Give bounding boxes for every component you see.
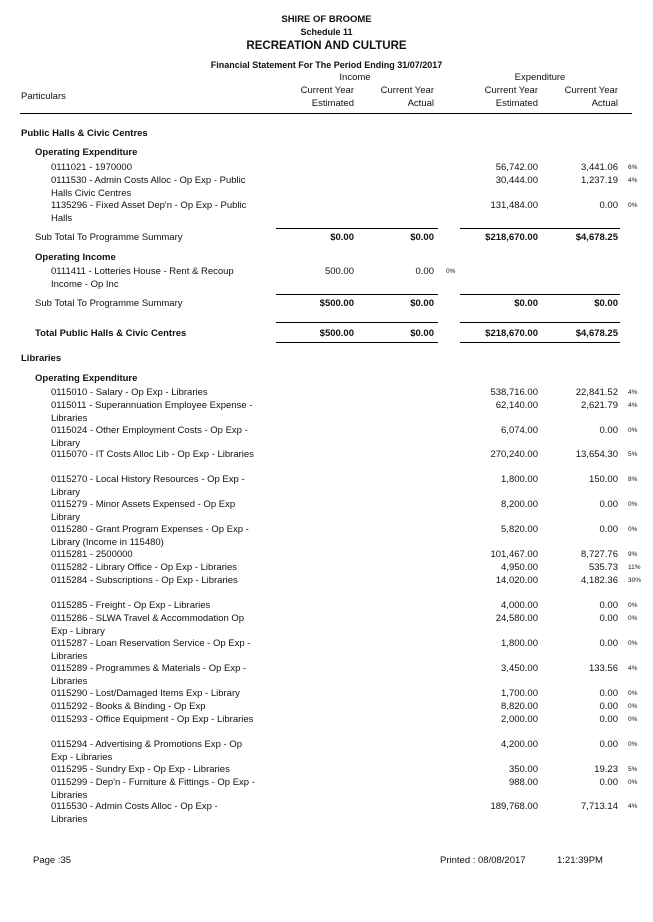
actual-value: 7,713.14 xyxy=(581,801,618,812)
subheading-op-inc: Operating Income xyxy=(35,252,116,263)
line-item-description: 0115024 - Other Employment Costs - Op Exp - Library xyxy=(51,425,248,449)
actual-value: 0.00 xyxy=(599,524,618,535)
percent-badge: 4% xyxy=(628,177,638,184)
estimated-value: 350.00 xyxy=(508,764,538,775)
percent-badge: 6% xyxy=(628,164,638,171)
percent-badge: 0% xyxy=(628,427,638,434)
estimated-value: 56,742.00 xyxy=(495,162,538,173)
estimated-value: 24,580.00 xyxy=(495,613,538,624)
subtotal-value: $0.00 xyxy=(330,232,354,243)
actual-value: 133.56 xyxy=(588,663,618,674)
line-item-description: 0115286 - SLWA Travel & Accommodation Op Exp - Library xyxy=(51,613,245,637)
actual-value: 0.00 xyxy=(599,739,618,750)
line-item-description: 0115279 - Minor Assets Expensed - Op Exp Library xyxy=(51,499,236,523)
estimated-value: 2,000.00 xyxy=(501,714,538,725)
percent-badge: 0% xyxy=(628,779,638,786)
percent-badge: 0% xyxy=(628,716,638,723)
percent-badge: 0% xyxy=(628,501,638,508)
estimated-value: 5,820.00 xyxy=(501,524,538,535)
actual-value: 0.00 xyxy=(599,499,618,510)
line-item-description: 1135296 - Fixed Asset Dep'n - Op Exp - Public Halls xyxy=(51,200,247,224)
subtotal-label: Sub Total To Programme Summary xyxy=(35,232,183,243)
line-item-description: 0115292 - Books & Binding - Op Exp xyxy=(51,701,206,712)
actual-value: 150.00 xyxy=(588,474,618,485)
percent-badge: 0% xyxy=(628,202,638,209)
actual-value: 8,727.76 xyxy=(581,549,618,560)
percent-badge: 0% xyxy=(628,741,638,748)
subheading-op-exp: Operating Expenditure xyxy=(35,147,138,158)
subtotal-label: Sub Total To Programme Summary xyxy=(35,298,183,309)
estimated-value: 500.00 xyxy=(324,266,354,277)
actual-value: 1,237.19 xyxy=(581,175,618,186)
report-subtitle: Financial Statement For The Period Ending 31/07/2017 xyxy=(210,60,443,70)
line-item-description: 0115281 - 2500000 xyxy=(51,549,133,560)
line-item-description: 0111530 - Admin Costs Alloc - Op Exp - Public Halls Civic Centres xyxy=(51,175,246,199)
line-item-description: 0115280 - Grant Program Expenses - Op Exp - Library (Income in 115480) xyxy=(51,524,249,548)
total-rule xyxy=(460,322,620,323)
estimated-value: 4,000.00 xyxy=(501,600,538,611)
line-item-description: 0111021 - 1970000 xyxy=(51,162,133,173)
line-item-description: 0115285 - Freight - Op Exp - Libraries xyxy=(51,600,211,611)
expenditure-header: Expenditure xyxy=(514,72,566,83)
total-label-halls: Total Public Halls & Civic Centres xyxy=(35,328,187,339)
actual-value: 0.00 xyxy=(599,600,618,611)
income-subtotal-rule xyxy=(276,294,438,295)
actual-value: 0.00 xyxy=(599,638,618,649)
line-item-description: 0115293 - Office Equipment - Op Exp - Libraries xyxy=(51,714,254,725)
estimated-value: 62,140.00 xyxy=(495,400,538,411)
line-item-description: 0115299 - Dep'n - Furniture & Fittings - Op Exp - Libraries xyxy=(51,777,255,801)
income-subtotal-rule xyxy=(276,228,438,229)
estimated-value: 1,800.00 xyxy=(501,638,538,649)
percent-badge: 5% xyxy=(628,766,638,773)
inc-est-header: Current Year Estimated xyxy=(300,85,354,109)
percent-badge: 4% xyxy=(628,389,638,396)
estimated-value: 8,200.00 xyxy=(501,499,538,510)
percent-badge: 0% xyxy=(628,602,638,609)
line-item-description: 0115289 - Programmes & Materials - Op Exp - Libraries xyxy=(51,663,247,687)
line-item-description: 0115270 - Local History Resources - Op Exp - Library xyxy=(51,474,245,498)
line-item-description: 0115284 - Subscriptions - Op Exp - Libraries xyxy=(51,575,238,586)
section-heading-libraries: Libraries xyxy=(21,353,62,364)
estimated-value: 6,074.00 xyxy=(501,425,538,436)
percent-badge: 8% xyxy=(628,476,638,483)
actual-value: 0.00 xyxy=(599,613,618,624)
org-name: SHIRE OF BROOME xyxy=(281,14,372,25)
line-item-description: 0115294 - Advertising & Promotions Exp - Op Exp - Libraries xyxy=(51,739,242,763)
exp-act-header: Current Year Actual xyxy=(564,85,618,109)
percent-badge: 0% xyxy=(628,690,638,697)
subtotal-value: $500.00 xyxy=(319,298,354,309)
actual-value: 19.23 xyxy=(594,764,618,775)
total-underline xyxy=(276,342,438,343)
schedule-label: Schedule 11 xyxy=(300,27,353,37)
percent-badge: 5% xyxy=(628,451,638,458)
percent-badge: 4% xyxy=(628,803,638,810)
line-item-description: 0115282 - Library Office - Op Exp - Libraries xyxy=(51,562,238,573)
line-item-description: 0115011 - Superannuation Employee Expense - Libraries xyxy=(51,400,253,424)
line-item-description: 0115287 - Loan Reservation Service - Op Exp - Libraries xyxy=(51,638,251,662)
actual-value: 0.00 xyxy=(599,714,618,725)
line-item-description: 0115010 - Salary - Op Exp - Libraries xyxy=(51,387,208,398)
estimated-value: 270,240.00 xyxy=(490,449,538,460)
report-title: RECREATION AND CULTURE xyxy=(246,40,407,52)
total-rule xyxy=(276,322,438,323)
exp-subtotal-rule xyxy=(460,228,620,229)
income-header: Income xyxy=(339,72,371,83)
estimated-value: 3,450.00 xyxy=(501,663,538,674)
estimated-value: 14,020.00 xyxy=(495,575,538,586)
percent-badge: 11% xyxy=(628,564,641,571)
printed-date: Printed : 08/08/2017 xyxy=(440,855,526,866)
actual-value: 0.00 xyxy=(599,200,618,211)
estimated-value: 538,716.00 xyxy=(490,387,538,398)
total-underline xyxy=(460,342,620,343)
section-heading-halls: Public Halls & Civic Centres xyxy=(21,128,148,139)
subtotal-value: $4,678.25 xyxy=(575,232,618,243)
subtotal-value: $218,670.00 xyxy=(485,232,538,243)
subheading-op-exp: Operating Expenditure xyxy=(35,373,138,384)
exp-est-header: Current Year Estimated xyxy=(484,85,538,109)
header-divider xyxy=(20,113,632,114)
actual-value: 2,621.79 xyxy=(581,400,618,411)
line-item-description: 0115530 - Admin Costs Alloc - Op Exp - Libraries xyxy=(51,801,218,825)
line-item-description: 0115290 - Lost/Damaged Items Exp - Library xyxy=(51,688,240,699)
inc-act-header: Current Year Actual xyxy=(380,85,434,109)
percent-badge: 0% xyxy=(628,526,638,533)
subtotal-value: $0.00 xyxy=(410,298,434,309)
actual-value: 4,182.36 xyxy=(581,575,618,586)
actual-value: 0.00 xyxy=(599,777,618,788)
estimated-value: 4,950.00 xyxy=(501,562,538,573)
estimated-value: 4,200.00 xyxy=(501,739,538,750)
percent-badge: 4% xyxy=(628,665,638,672)
percent-badge: 4% xyxy=(628,402,638,409)
subtotal-value: $0.00 xyxy=(410,232,434,243)
actual-value: 535.73 xyxy=(588,562,618,573)
line-item-description: 0111411 - Lotteries House - Rent & Recoup Income - Op Inc xyxy=(51,266,234,290)
estimated-value: 8,820.00 xyxy=(501,701,538,712)
actual-value: 22,841.52 xyxy=(575,387,618,398)
percent-badge: 0% xyxy=(628,615,638,622)
estimated-value: 1,800.00 xyxy=(501,474,538,485)
estimated-value: 988.00 xyxy=(508,777,538,788)
actual-value: 0.00 xyxy=(599,425,618,436)
estimated-value: 101,467.00 xyxy=(490,549,538,560)
percent-badge: 9% xyxy=(628,551,638,558)
printed-time: 1:21:39PM xyxy=(557,855,603,866)
total-value: $218,670.00 xyxy=(485,328,538,339)
estimated-value: 1,700.00 xyxy=(501,688,538,699)
exp-subtotal-rule xyxy=(460,294,620,295)
page-number: Page :35 xyxy=(33,855,72,866)
total-value: $4,678.25 xyxy=(575,328,618,339)
percent-badge: 0% xyxy=(628,640,638,647)
percent-badge: 30% xyxy=(628,577,642,584)
actual-value: 3,441.06 xyxy=(581,162,618,173)
subtotal-value: $0.00 xyxy=(514,298,538,309)
actual-value: 0.00 xyxy=(415,266,434,277)
estimated-value: 30,444.00 xyxy=(495,175,538,186)
percent-badge: 0% xyxy=(446,268,456,275)
estimated-value: 189,768.00 xyxy=(490,801,538,812)
estimated-value: 131,484.00 xyxy=(490,200,538,211)
subtotal-value: $0.00 xyxy=(594,298,618,309)
particulars-header: Particulars xyxy=(21,91,66,102)
actual-value: 13,654.30 xyxy=(575,449,618,460)
line-item-description: 0115295 - Sundry Exp - Op Exp - Libraries xyxy=(51,764,230,775)
total-value: $0.00 xyxy=(410,328,434,339)
actual-value: 0.00 xyxy=(599,701,618,712)
total-value: $500.00 xyxy=(319,328,354,339)
percent-badge: 0% xyxy=(628,703,638,710)
line-item-description: 0115070 - IT Costs Alloc Lib - Op Exp - Libraries xyxy=(51,449,254,460)
actual-value: 0.00 xyxy=(599,688,618,699)
